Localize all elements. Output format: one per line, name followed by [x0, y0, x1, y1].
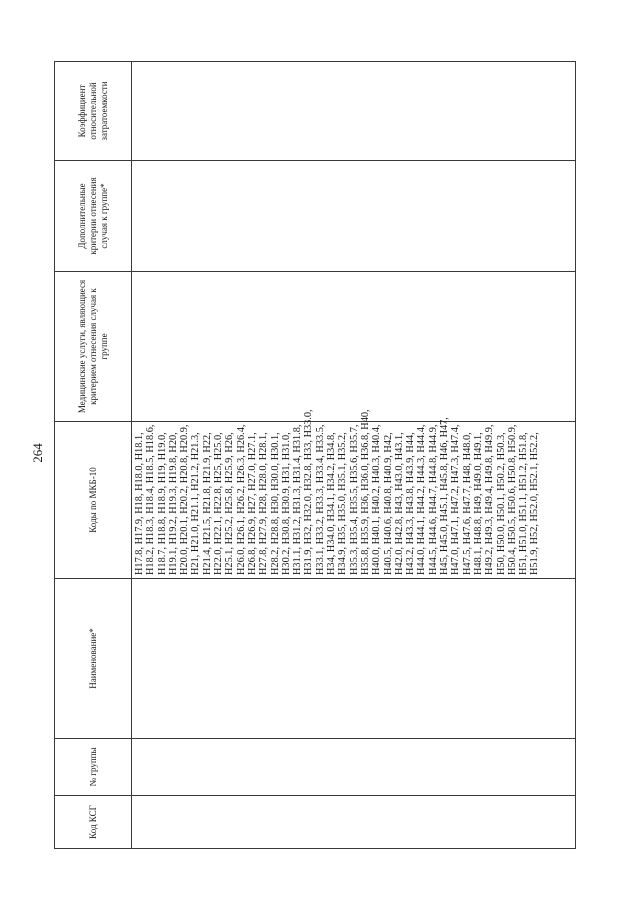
icd-code-line: H40.0, H40.1, H40.2, H40.3, H40.4, — [371, 424, 383, 575]
icd-code-line: H51, H51.0, H51.1, H51.2, H51.8, — [518, 432, 530, 575]
icd-code-line: H17.8, H17.9, H18, H18.0, H18.1, — [134, 432, 145, 575]
cell-kst-code — [132, 796, 576, 849]
rotated-table-sheet — [54, 62, 576, 849]
icd-code-line: H40.5, H40.6, H40.8, H40.9, H42, — [382, 432, 394, 575]
page-number: 264 — [30, 443, 45, 463]
icd-code-line: H31.1, H31.2, H31.3, H31.4, H31.8, — [292, 424, 304, 575]
icd-code-line: H44.5, H44.6, H44.7, H44.8, H44.9, — [427, 424, 439, 575]
icd-code-line: H42.0, H42.8, H43, H43.0, H43.1, — [393, 432, 405, 575]
icd-code-line: H18.7, H18.8, H18.9, H19, H19.0, — [156, 432, 168, 575]
icd-code-line: H26.0, H26.1, H26.2, H26.3, H26.4, — [235, 424, 247, 575]
icd-code-line: H18.2, H18.3, H18.4, H18.5, H18.6, — [145, 424, 157, 575]
icd-code-line: H28.2, H28.8, H30, H30.0, H30.1, — [269, 432, 281, 575]
icd-code-line: H50, H50.0, H50.1, H50.2, H50.3, — [495, 432, 507, 575]
cell-name — [132, 579, 576, 739]
table-row — [132, 62, 576, 849]
icd-code-line: H31.9, H32, H32.0, H32.8, H33, H33.0, — [303, 409, 315, 575]
icd-code-line: H25.1, H25.2, H25.8, H25.9, H26, — [224, 432, 236, 575]
icd-code-line: H21.4, H21.5, H21.8, H21.9, H22, — [201, 432, 213, 575]
icd-code-line: H20.0, H20.1, H20.2, H20.8, H20.9, — [179, 424, 191, 575]
header-name: Наименование* — [55, 579, 132, 739]
cell-additional-criteria — [132, 161, 576, 272]
header-group-number: № группы — [55, 739, 132, 796]
icd-code-line: H26.8, H26.9, H27, H27.0, H27.1, — [246, 432, 258, 575]
icd-code-line: H19.1, H19.2, H19.3, H19.8, H20, — [167, 432, 179, 575]
icd-code-line: H21, H21.0, H21.1, H21.2, H21.3, — [190, 432, 202, 575]
icd-code-line: H51.9, H52, H52.0, H52.1, H52.2, — [529, 432, 541, 575]
icd-code-line: H50.4, H50.5, H50.6, H50.8, H50.9, — [506, 424, 518, 575]
header-icd-codes: Коды по МКБ-10 — [55, 422, 132, 579]
cell-group-number — [132, 739, 576, 796]
ksg-table — [54, 61, 576, 849]
icd-code-line: H44.0, H44.1, H44.2, H44.3, H44.4, — [416, 424, 428, 575]
header-additional-criteria: Дополнительные критерии отнесения случая к группе* — [55, 161, 132, 272]
icd-code-line: H34.9, H35, H35.0, H35.1, H35.2, — [337, 432, 349, 575]
icd-code-line: H43.2, H43.3, H43.8, H43.9, H44, — [405, 432, 417, 575]
icd-code-line: H30.2, H30.8, H30.9, H31, H31.0, — [280, 432, 292, 575]
icd-code-line: H45, H45.0, H45.1, H45.8, H46, H47, — [439, 417, 451, 575]
icd-code-line: H35.8, H35.9, H36, H36.0, H36.8, H40, — [359, 409, 371, 575]
icd-code-line: H47.0, H47.1, H47.2, H47.3, H47.4, — [450, 424, 462, 575]
icd-code-line: H49.2, H49.3, H49.4, H49.8, H49.9, — [484, 424, 496, 575]
icd-code-line: H33.1, H33.2, H33.3, H33.4, H33.5, — [314, 424, 326, 575]
cell-medical-services — [132, 272, 576, 422]
icd-code-line: H35.3, H35.4, H35.5, H35.6, H35.7, — [348, 424, 360, 575]
icd-code-line: H34, H34.0, H34.1, H34.2, H34.8, — [326, 432, 338, 575]
header-kst-code: Код КСГ — [55, 796, 132, 849]
icd-code-line: H48.1, H48.8, H49, H49.0, H49.1, — [472, 432, 484, 575]
cell-coefficient — [132, 62, 576, 161]
table-header-row — [55, 62, 132, 849]
header-medical-services: Медицинские услуги, являющиеся критерием отнесения случая к группе — [55, 272, 132, 422]
header-coefficient: Коэффициент относительной затратоемкости — [55, 62, 132, 161]
icd-code-line: H47.5, H47.6, H47.7, H48, H48.0, — [461, 432, 473, 575]
cell-icd-codes — [132, 409, 576, 579]
icd-code-line: H27.8, H27.9, H28, H28.0, H28.1, — [258, 432, 270, 575]
icd-code-line: H22.0, H22.1, H22.8, H25, H25.0, — [213, 432, 225, 575]
